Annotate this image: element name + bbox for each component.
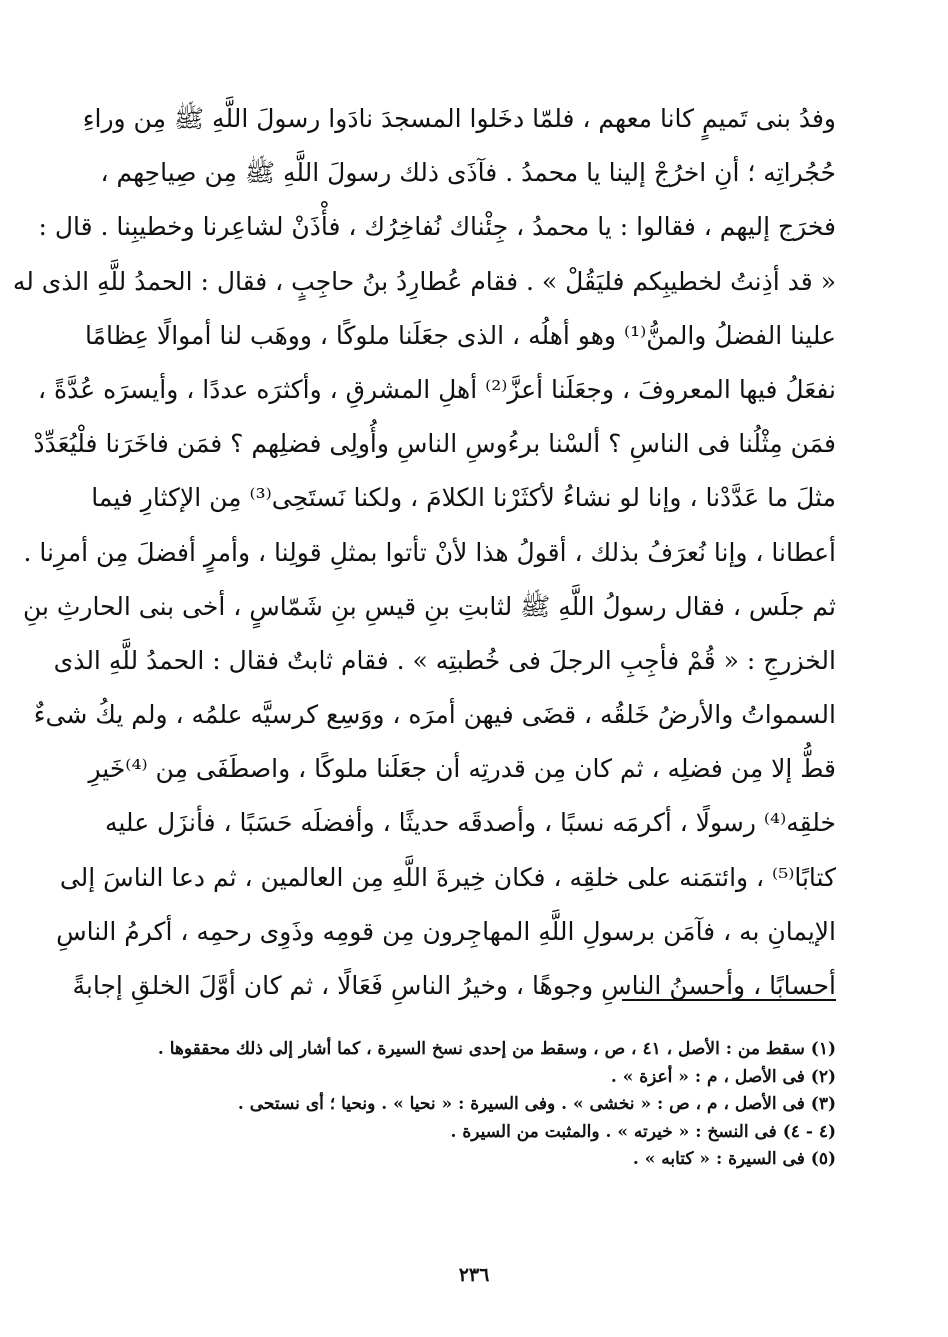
text-line: قطُّ إلا مِن فضلِه ، ثم كان مِن قدرتِه أن جعَلَنا ملوكًا ، واصطَفَى مِن ⁽⁴⁾خَيرِ xyxy=(88,754,836,784)
text-line: أحسابًا ، وأحسنُ الناسِ وجوهًا ، وخيرُ الناسِ فَعَالًا ، ثم كان أوَّلَ الخلقِ إجابةً xyxy=(72,971,836,1000)
footnote: (٤ - ٤) فى النسخ : « خيرته » . والمثبت من السيرة . xyxy=(450,1121,836,1142)
text-line: ثم جلَس ، فقال رسولُ اللَّهِ ﷺ لثابتِ بنِ قيسِ بنِ شَمّاسٍ ، أخى بنى الحارثِ بنِ xyxy=(22,591,836,621)
footnote: (٢) فى الأصل ، م : « أعزة » . xyxy=(610,1066,836,1087)
main-text xyxy=(12,92,836,1013)
text-line: حُجُراتِه ؛ أنِ اخرُجْ إلينا يا محمدُ . فآذَى ذلك رسولَ اللَّهِ ﷺ مِن صِياحِهم ، xyxy=(100,158,836,188)
text-line: فمَن مِثْلُنا فى الناسِ ؟ ألسْنا برءُوسِ الناسِ وأُولِى فضلِهم ؟ فمَن فاخَرَنا فلْيُعَدِّدْ xyxy=(33,429,836,459)
footnote: (٣) فى الأصل ، م ، ص : « نخشى » . وفى السيرة : « نحيا » . ونحيا ؛ أى نستحى . xyxy=(237,1094,836,1115)
text-line: الخزرجِ : « قُمْ فأجِبِ الرجلَ فى خُطبتِه » . فقام ثابتٌ فقال : الحمدُ للَّهِ الذى xyxy=(53,645,836,675)
text-line: فخرَج إليهم ، فقالوا : يا محمدُ ، جِئْناك نُفاخِرُك ، فأْذَنْ لشاعِرنا وخطيبِنا . قال : xyxy=(38,212,836,242)
page-number: ٢٣٦ xyxy=(458,1264,490,1286)
text-line: « قد أذِنتُ لخطيبِكم فليَقُلْ » . فقام عُطارِدُ بنُ حاجِبٍ ، فقال : الحمدُ للَّهِ الذى له xyxy=(12,266,836,296)
text-line: أعطانا ، وإنا نُعرَفُ بذلك ، أقولُ هذا لأنْ تأتوا بمثلِ قولِنا ، وأمرٍ أفضلَ مِن أمرِنا . xyxy=(23,537,836,567)
text-line: مثلَ ما عَدَّدْنا ، وإنا لو نشاءُ لأكثَرْنا الكلامَ ، ولكنا نَستَحِى⁽³⁾ مِن الإكثارِ فيما xyxy=(91,483,836,513)
text-line: خلقِه⁽⁴⁾ رسولًا ، أكرمَه نسبًا ، وأصدقَه حديثًا ، وأفضلَه حَسَبًا ، فأنزَل عليه xyxy=(104,808,836,838)
text-line: نفعَلُ فيها المعروفَ ، وجعَلَنا أعزَّ⁽²⁾ أهلِ المشرقِ ، وأكثرَه عددًا ، وأيسرَه عُدَّةً ، xyxy=(38,374,836,404)
footnotes xyxy=(114,1036,836,1174)
footnote: (٥) فى السيرة : « كتابه » . xyxy=(632,1149,836,1170)
text-line: الإيمانِ به ، فآمَن برسولِ اللَّهِ المهاجِرون مِن قومِه وذَوِى رحمِه ، أكرمُ الناسِ xyxy=(56,916,836,946)
footnote-separator xyxy=(622,999,836,1001)
footnote: (١) سقط من : الأصل ، ٤١ ، ص ، وسقط من إحدى نسخ السيرة ، كما أشار إلى ذلك محققوها . xyxy=(157,1039,836,1059)
text-line: كتابًا⁽⁵⁾ ، وائتمَنه على خلقِه ، فكان خِيرةَ اللَّهِ مِن العالمين ، ثم دعا الناسَ إلى xyxy=(59,862,836,892)
text-line: علينا الفضلُ والمنُّ⁽¹⁾ وهو أهلُه ، الذى جعَلَنا ملوكًا ، ووهَب لنا أموالًا عِظامًا xyxy=(84,320,836,350)
text-line: السمواتُ والأرضُ خَلقُه ، قضَى فيهن أمرَه ، ووَسِع كرسيَّه علمُه ، ولم يكُ شىءٌ xyxy=(33,700,836,730)
text-line: وفدُ بنى تَميمٍ كانا معهم ، فلمّا دخَلوا المسجدَ نادَوا رسولَ اللَّهِ ﷺ مِن وراءِ xyxy=(82,104,836,133)
